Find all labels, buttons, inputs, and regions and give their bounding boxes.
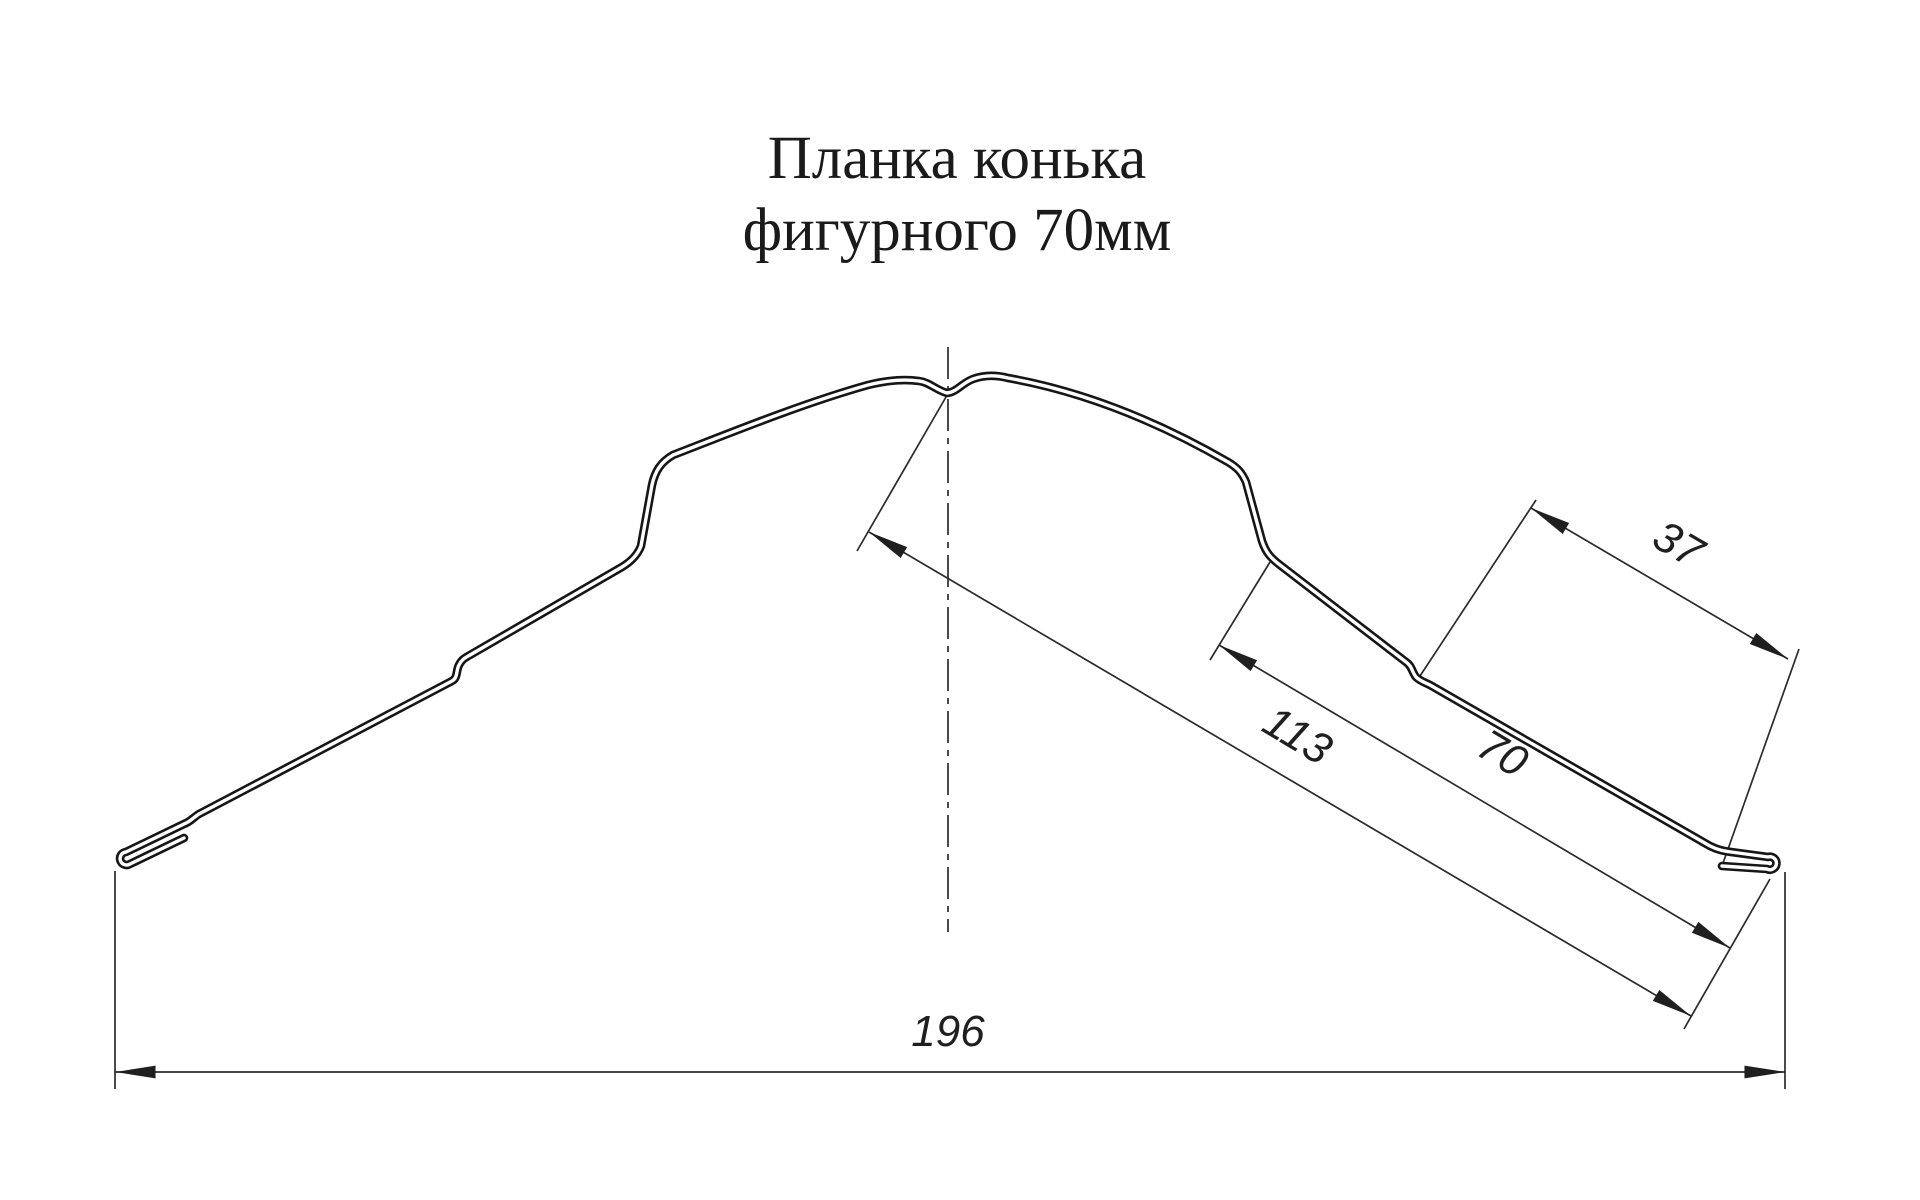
dimension-lines	[115, 508, 1788, 1072]
dim-label-70: 70	[1468, 719, 1537, 788]
extension-line-jog	[1420, 500, 1536, 676]
dim-label-113: 113	[1254, 696, 1341, 775]
extension-line-end-lower	[1684, 879, 1770, 1029]
extension-line-end-upper	[1722, 649, 1799, 866]
dim-label-37: 37	[1644, 510, 1712, 578]
dimension-line-113	[869, 532, 1691, 1016]
dimension-line-70	[1219, 645, 1730, 948]
drawing-title-line1: Планка конька	[767, 125, 1147, 192]
dim-label-196: 196	[911, 1007, 985, 1056]
extension-line-notch	[857, 397, 946, 551]
drawing-title-line2: фигурного 70мм	[742, 197, 1172, 264]
extension-lines	[115, 397, 1799, 1089]
drawing-title	[743, 125, 1172, 264]
